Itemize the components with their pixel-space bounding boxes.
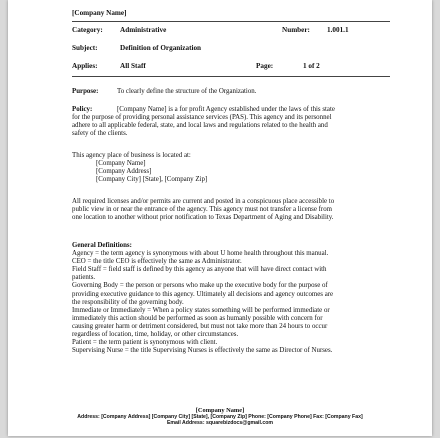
address-line: [Company Address] xyxy=(96,168,152,176)
definition-line: CEO = the title CEO is effectively the same as Administrator. xyxy=(72,258,242,266)
header-rule-bottom xyxy=(72,76,390,77)
document-page xyxy=(8,0,432,436)
applies-value: All Staff xyxy=(120,62,146,70)
footer-email: Email Address: squarebizdocs@gmail.com xyxy=(166,420,274,426)
definition-line: the responsibility of the governing body. xyxy=(72,298,184,306)
page-footer xyxy=(8,408,432,426)
subject-label: Subject: xyxy=(72,44,98,52)
definition-line: Agency = the term agency is synonymous with about U home health throughout this manual. xyxy=(72,250,329,258)
policy-line: adhere to all applicable federal, state, and local laws and regulations related to the health and xyxy=(72,122,328,130)
definition-line: Patient = the term patient is synonymous with client. xyxy=(72,339,218,347)
purpose-text: To clearly define the structure of the Organization. xyxy=(117,88,257,95)
footer-address: Address: [Company Address] [Company City] [State], [Company Zip] Phone: [Company Phone] Fax: [Company Fax] xyxy=(77,414,363,420)
definition-line: regardless of location, time, holiday, or other circumstances. xyxy=(72,331,239,339)
purpose-section xyxy=(72,88,392,96)
policy-line: safety of the clients. xyxy=(72,130,128,138)
category-label: Category: xyxy=(72,26,103,34)
company-name-header: [Company Name] xyxy=(72,9,127,17)
definition-line: Field Staff = field staff is defined by this agency as anyone that will have direct contact with xyxy=(72,266,327,274)
policy-section xyxy=(72,106,392,138)
definition-line: providing executive guidance to this agency. Ultimately all decisions and agency outcomes are xyxy=(72,290,334,298)
number-label: Number: xyxy=(282,26,310,34)
address-line: [Company City] [State], [Company Zip] xyxy=(96,176,208,184)
definition-line: patients. xyxy=(72,274,96,282)
page-value: 1 of 2 xyxy=(303,62,320,70)
definition-line: Immediate or Immediately = When a policy states something will be performed immediate or xyxy=(72,306,330,314)
number-value: 1.001.1 xyxy=(327,26,349,34)
page-label: Page: xyxy=(256,62,274,70)
licenses-line: public view in or near the entrance of the agency. This agency must not transfer a license from xyxy=(72,206,333,214)
purpose-label: Purpose: xyxy=(72,88,99,95)
licenses-line: one location to another without prior notification to Texas Department of Aging and Disability. xyxy=(72,214,334,222)
definition-line: causing greater harm or detriment considered, but must not take more than 24 hours to occur xyxy=(72,322,328,330)
definitions-section xyxy=(72,242,392,355)
definition-line: Supervising Nurse = the title Supervising Nurses is effectively the same as Director of Nurses. xyxy=(72,347,333,355)
category-value: Administrative xyxy=(120,26,167,34)
definitions-heading: General Definitions: xyxy=(72,242,132,249)
footer-company: [Company Name] xyxy=(195,407,245,414)
applies-label: Applies: xyxy=(72,62,98,70)
definition-line: immediately this action should be performed as soon as humanly possible with concern for xyxy=(72,314,323,322)
policy-line: [Company Name] is a for profit Agency established under the laws of this state xyxy=(117,106,335,113)
definition-line: Governing Body = the person or persons who make up the executive body for the purpose of xyxy=(72,282,328,290)
header-rule-top xyxy=(72,21,390,22)
policy-line: for the purpose of providing personal assistance services (PAS). This agency and its personnel xyxy=(72,114,332,122)
policy-label: Policy: xyxy=(72,106,93,113)
address-line: [Company Name] xyxy=(96,160,146,168)
location-intro: This agency place of business is located at: xyxy=(72,152,191,159)
location-section xyxy=(72,152,392,184)
licenses-line: All required licenses and/or permits are current and posted in a conspicuous place accessible to xyxy=(72,198,335,205)
licenses-section xyxy=(72,198,392,222)
subject-value: Definition of Organization xyxy=(120,44,202,52)
